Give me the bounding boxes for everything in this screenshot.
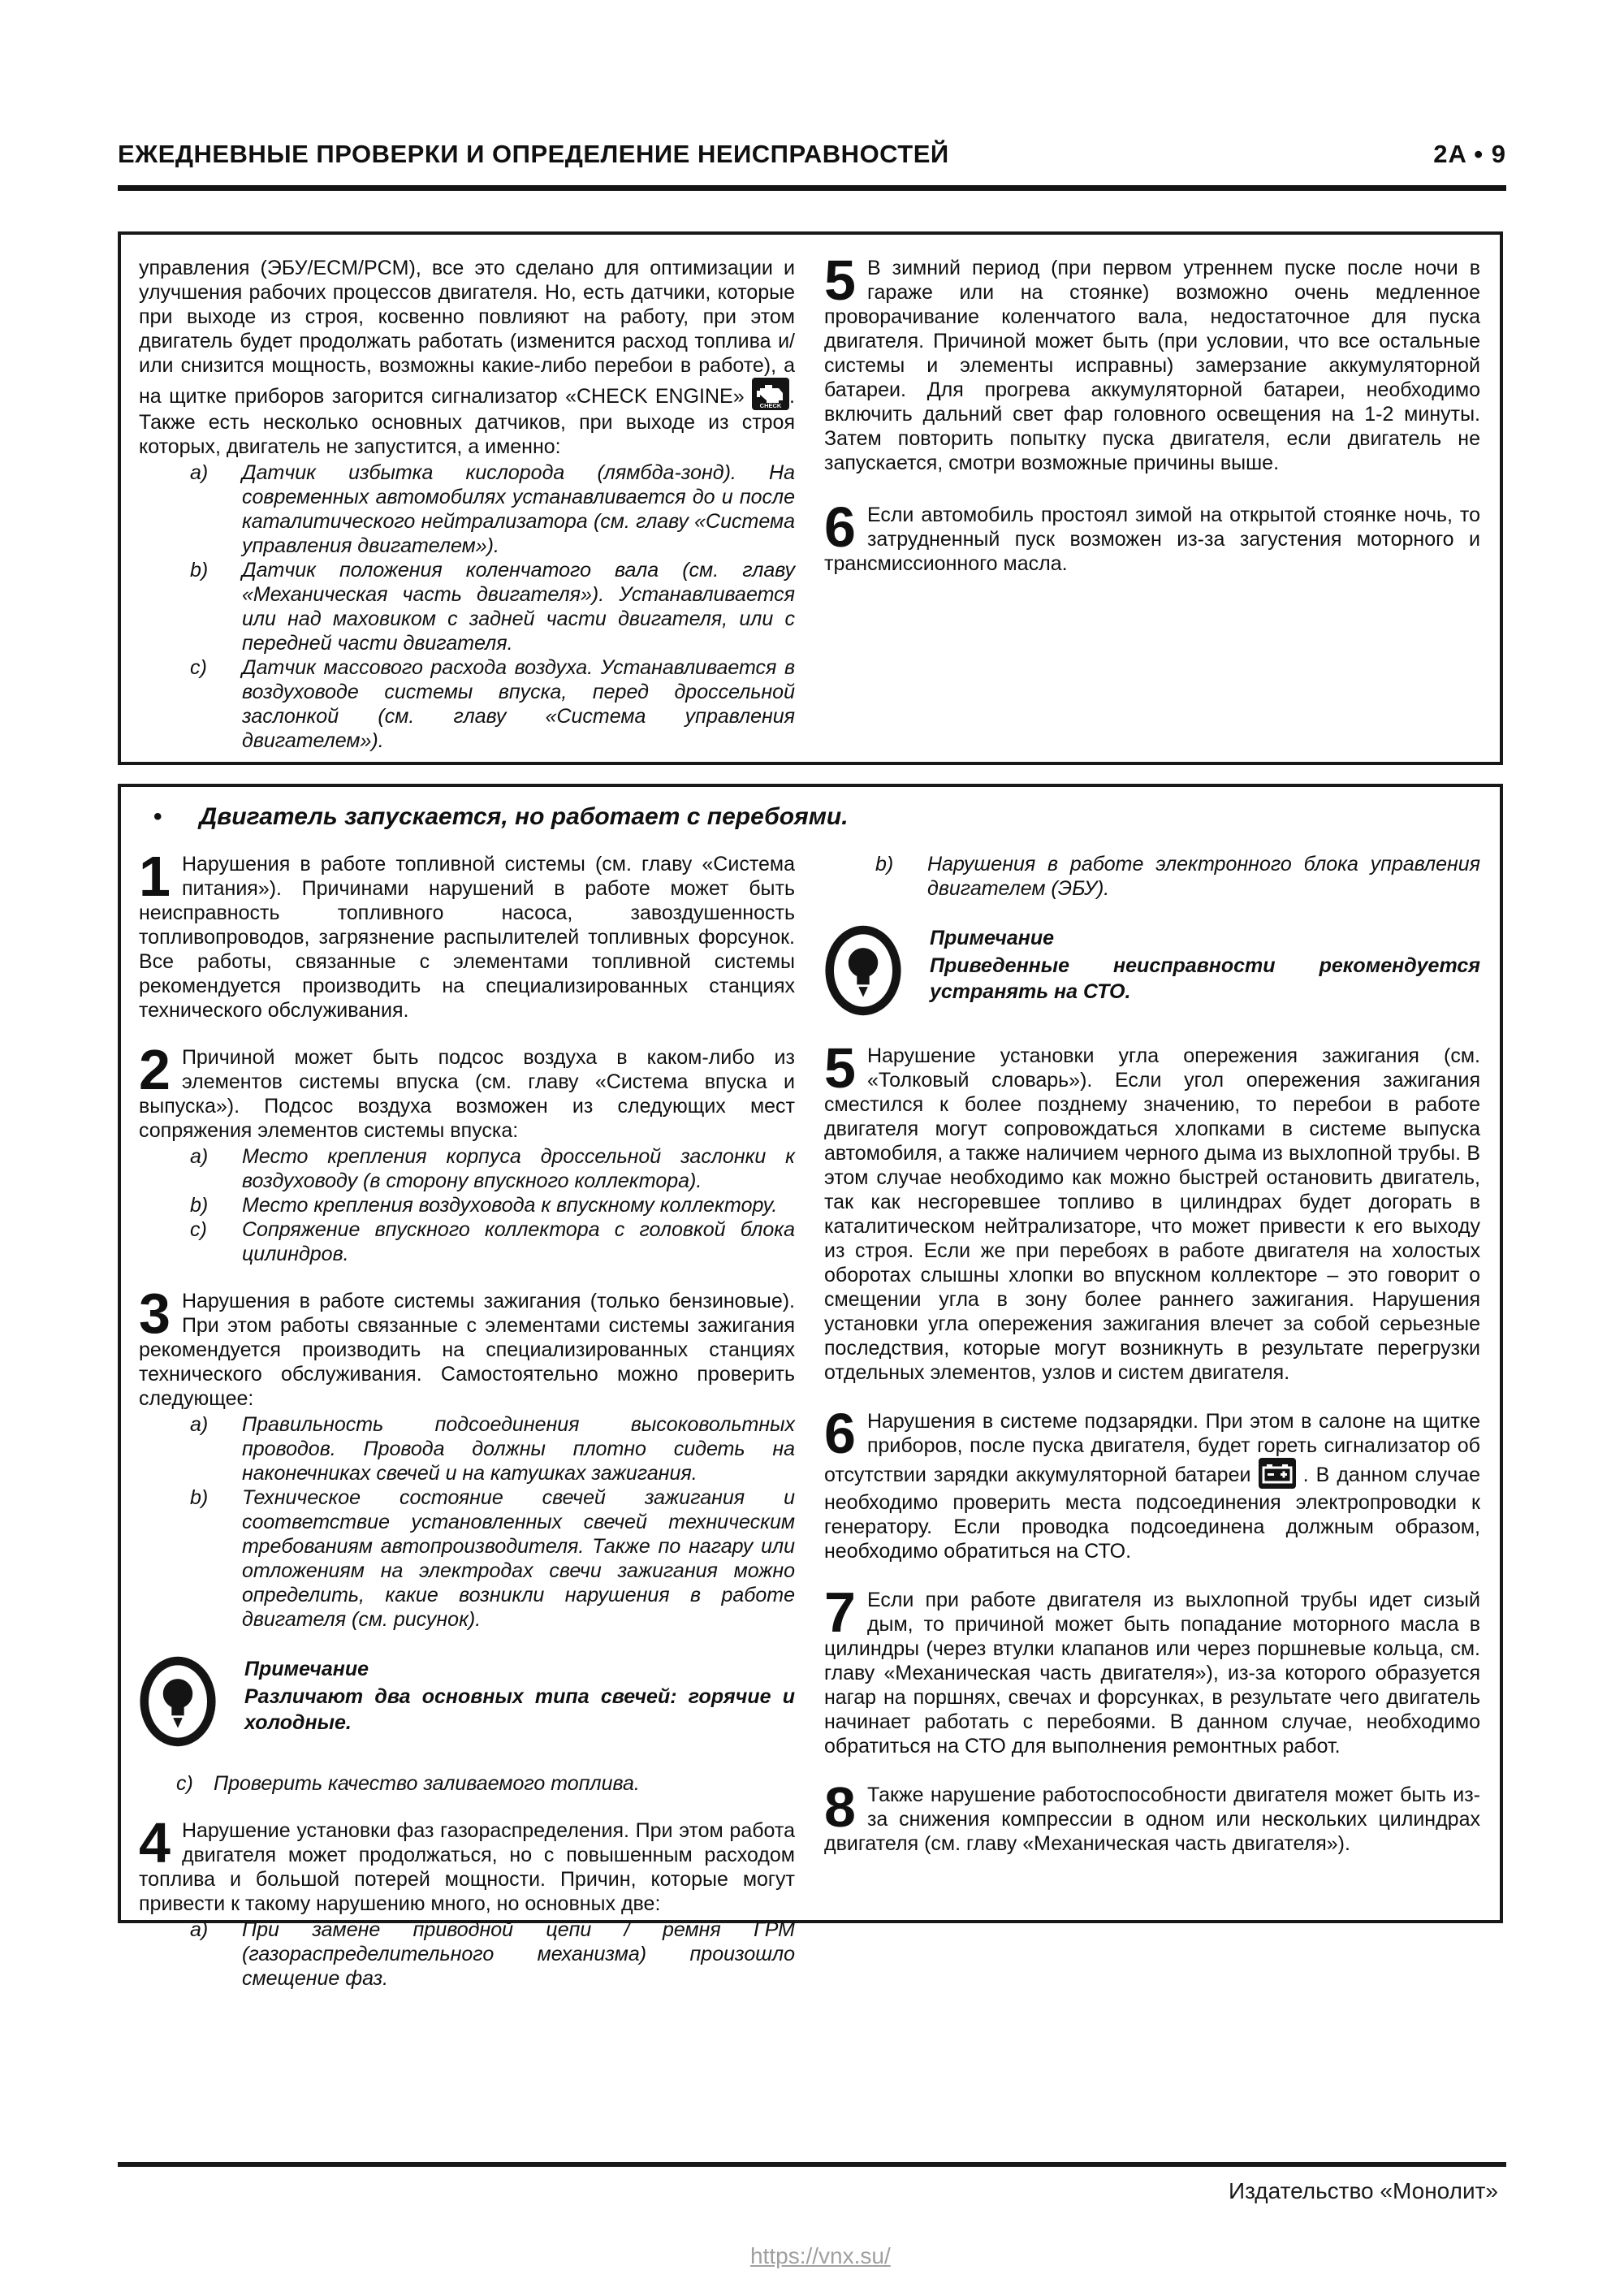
box1-intro-paragraph: [139, 256, 795, 459]
svg-text:CHECK: CHECK: [759, 402, 782, 409]
box1-sensor-list: [139, 460, 795, 753]
item3-sublist: [139, 1412, 795, 1632]
list-item-label: b): [190, 1486, 209, 1509]
item-text-1: Нарушения в системе подзарядки. При этом в салоне на щитке приборов, после пуска двигателя, будет гореть сигнализатор об отсутствии зарядки аккумуляторной батареи: [824, 1410, 1480, 1486]
note-lightbulb-icon: [824, 925, 902, 1016]
header-rule: [118, 185, 1506, 191]
numbered-item-5: [824, 1036, 1480, 1385]
list-item-text: Датчик массового расхода воздуха. Устанавливается в воздуховоде системы впуска, перед дроссельной заслонкой (см. главу «Система управления двигателем»).: [242, 656, 795, 752]
item-number: 8: [824, 1775, 854, 1839]
check-engine-icon: [752, 378, 789, 410]
battery-icon: [1259, 1458, 1296, 1490]
list-item-text: Место крепления воздуховода к впускному коллектору.: [242, 1194, 778, 1217]
numbered-item-7: [824, 1580, 1480, 1758]
page-number: 2A • 9: [1433, 140, 1506, 168]
item-text: Нарушения в работе системы зажигания (только бензиновые). При этом работы связанные с элементами системы зажигания рекомендуется производить на специализированных станциях технического обслуживания. Самостоятельно можно проверить следующее:: [139, 1290, 795, 1410]
publisher-credit: Издательство «Монолит»: [1228, 2178, 1498, 2203]
section-heading: [153, 803, 1480, 831]
list-item-b-ecu: [875, 852, 1480, 901]
list-item-label: a): [190, 1145, 209, 1168]
item-text: Причиной может быть подсос воздуха в каком-либо из элементов системы впуска (см. главу «Система впуска и выпуска»). Подсос воздуха возможен из следующих мест сопряжения элементов системы впуска:: [139, 1046, 795, 1142]
list-item-text: При замене приводной цепи / ремня ГРМ (газораспределительного механизма) произошло смещение фаз.: [242, 1918, 795, 1990]
list-item: [190, 655, 795, 753]
list-item: [190, 1412, 795, 1485]
list-item: [190, 558, 795, 655]
item-number: 6: [824, 495, 854, 559]
item-number: 7: [824, 1580, 854, 1644]
numbered-item-5: [824, 249, 1480, 475]
item-text: Нарушение установки фаз газораспределения. При этом работа двигателя может продолжаться, но с повышенным расходом топлива и большой потерей мощности. Причин, которые могут привести к такому нарушению много, но основных две:: [139, 1819, 795, 1915]
list-item-text: Техническое состояние свечей зажигания и соответствие установленных свечей техническим требованиям автопроизводителя. Также по нагару или отложениям на электродах свечи зажигания можно определить, какие возникли нарушения в работе двигателя (см. рисунок).: [242, 1486, 795, 1631]
item2-sublist: [139, 1144, 795, 1266]
list-item-label: a): [190, 461, 209, 484]
list-item-text: Правильность подсоединения высоковольтных проводов. Провода должны плотно сидеть на наконечниках свечей и на катушках зажигания.: [242, 1413, 795, 1485]
note-title: Примечание: [930, 927, 1055, 949]
box1-right-column: [824, 249, 1480, 753]
item-text: Если автомобиль простоял зимой на открытой стоянке ночь, то затрудненный пуск возможен из-за загустения моторного и трансмиссионного масла.: [824, 504, 1480, 575]
heading-bullet: •: [153, 803, 162, 830]
item-number: 4: [139, 1811, 169, 1874]
numbered-item-1: [139, 845, 795, 1023]
list-item-label: a): [190, 1413, 209, 1436]
numbered-item-2: [139, 1038, 795, 1143]
item-number: 3: [139, 1282, 169, 1345]
numbered-item-3: [139, 1282, 795, 1411]
heading-text: Двигатель запускается, но работает с перебоями.: [199, 803, 849, 830]
list-item-text: Проверить качество заливаемого топлива.: [214, 1772, 640, 1795]
list-item: [190, 1193, 795, 1217]
note-lightbulb-icon: [139, 1656, 217, 1747]
numbered-item-6: [824, 495, 1480, 576]
item-text: Если при работе двигателя из выхлопной трубы идет сизый дым, то причиной может быть попадание моторного масла в цилиндры (через втулки клапанов или через поршневые кольца, см. главу «Механическая часть двигателя»), из-за которого образуется нагар на поршнях, свечах и форсунках, в результате чего двигатель начинает работать с перебоями. В данном случае, необходимо обратиться на СТО для выполнения ремонтных работ.: [824, 1589, 1480, 1758]
box1-intro-text-1: управления (ЭБУ/ECM/PCM), все это сделано для оптимизации и улучшения рабочих процессов двигателя. Но, есть датчики, которые при выходе из строя, косвенно повлияют на работу, при этом двигатель будет продолжать работать (изменится расход топлива и/или снизится мощность, возможны какие-либо перебои в работе), а на щитке приборов загорится сигнализатор «CHECK ENGINE»: [139, 257, 795, 408]
note-block: [824, 925, 1480, 1016]
list-item-label: c): [190, 656, 207, 679]
note-body: Приведенные неисправности рекомендуется устранять на СТО.: [930, 954, 1480, 1003]
list-item: [190, 1217, 795, 1266]
list-item-c-fuel: [176, 1771, 795, 1796]
note-text: [244, 1656, 795, 1736]
item-number: 5: [824, 1036, 854, 1100]
box1-intro-text-2: . Также есть несколько основных датчиков, при выходе из строя которых, двигатель не запустится, а именно:: [139, 385, 795, 458]
list-item-text: Нарушения в работе электронного блока управления двигателем (ЭБУ).: [927, 853, 1480, 900]
item-text-2: . В данном случае необходимо проверить места подсоединения электропроводки к генератору. Если проводка подсоединена должным образом, необходимо обратиться на СТО.: [824, 1464, 1480, 1563]
list-item-label: c): [176, 1772, 193, 1795]
item-text: Нарушения в работе топливной системы (см. главу «Система питания»). Причинами нарушений в работе может быть неисправность топливного насоса, завоздушенность топливопроводов, загрязнение распылителей топливных форсунок. Все работы, связанные с элементами топливной системы рекомендуется производить на специализированных станциях технического обслуживания.: [139, 853, 795, 1022]
list-item-label: b): [190, 559, 209, 582]
numbered-item-4: [139, 1811, 795, 1916]
note-block: [139, 1656, 795, 1747]
box2-left-column: [139, 845, 795, 1991]
list-item: [190, 1485, 795, 1632]
list-item-text: Датчик положения коленчатого вала (см. главу «Механическая часть двигателя»). Устанавливается или над маховиком с задней части двигателя, или с передней части двигателя.: [242, 559, 795, 655]
item-number: 6: [824, 1402, 854, 1465]
watermark-url-link[interactable]: https://vnx.su/: [749, 2243, 891, 2268]
list-item-text: Место крепления корпуса дроссельной заслонки к воздуховоду (в сторону впускного коллектора).: [242, 1145, 795, 1192]
list-item: [190, 460, 795, 558]
list-item-text: Сопряжение впускного коллектора с головкой блока цилиндров.: [242, 1218, 795, 1265]
list-item-label: b): [875, 853, 894, 876]
list-item-label: b): [190, 1194, 209, 1217]
page-header: [118, 140, 1506, 169]
note-text: [930, 925, 1480, 1005]
box1-left-column: [139, 256, 795, 753]
list-item-text: Датчик избытка кислорода (лямбда-зонд). На современных автомобилях устанавливается до и после каталитического нейтрализатора (см. главу «Система управления двигателем»).: [242, 461, 795, 557]
note-title: Примечание: [244, 1658, 369, 1680]
item-number: 1: [139, 845, 169, 908]
item-text: В зимний период (при первом утреннем пуске после ночи в гараже или на стоянке) возможно очень медленное проворачивание коленчатого вала, недостаточное для пуска двигателя. Причиной может быть (при условии, что все остальные системы и элементы исправны) замерзание аккумуляторной батареи. Для прогрева аккумуляторной батареи, необходимо включить дальний свет фар головного освещения на 1-2 минуты. Затем повторить попытку пуска двигателя, если двигатель не запускается, смотри возможные причины выше.: [824, 257, 1480, 474]
engine-no-start-box: [118, 231, 1503, 765]
box2-right-column: [824, 852, 1480, 1991]
item-number: 2: [139, 1038, 169, 1101]
engine-misfire-box: [118, 784, 1503, 1990]
note-body: Различают два основных типа свечей: горячие и холодные.: [244, 1685, 795, 1734]
list-item: [190, 1144, 795, 1193]
numbered-item-8: [824, 1775, 1480, 1856]
item4-sublist: [139, 1918, 795, 1991]
item-text: Нарушение установки угла опережения зажигания (см. «Толковый словарь»). Если угол опережения зажигания сместился к более позднему значению, то перебои в работе двигателя могут сопровождаться хлопками в системе выпуска автомобиля, а также наличием черного дыма из выхлопной трубы. В этом случае необходимо как можно быстрей остановить двигатель, так как несгоревшее топливо в цилиндрах будет догорать в каталитическом нейтрализаторе, что может привести к его выходу из строя. Если же при перебоях в работе двигателя на холостых оборотах слышны хлопки во впускном коллекторе – это говорит о смещении угла в зону более раннего зажигания. Нарушения установки угла опережения зажигания влечет за собой серьезные последствия, которые могут возникнуть в результате перегрузки отдельных элементов, узлов и систем двигателя.: [824, 1044, 1480, 1384]
list-item-label: a): [190, 1918, 209, 1941]
numbered-item-6: [824, 1402, 1480, 1563]
list-item-label: c): [190, 1218, 207, 1241]
list-item: [190, 1918, 795, 1991]
item-text: Также нарушение работоспособности двигателя может быть из-за снижения компрессии в одном или нескольких цилиндрах двигателя (см. главу «Механическая часть двигателя»).: [824, 1784, 1480, 1855]
footer-rule: [118, 2162, 1506, 2167]
page-title: ЕЖЕДНЕВНЫЕ ПРОВЕРКИ И ОПРЕДЕЛЕНИЕ НЕИСПРАВНОСТЕЙ: [118, 140, 949, 168]
item-number: 5: [824, 249, 854, 312]
